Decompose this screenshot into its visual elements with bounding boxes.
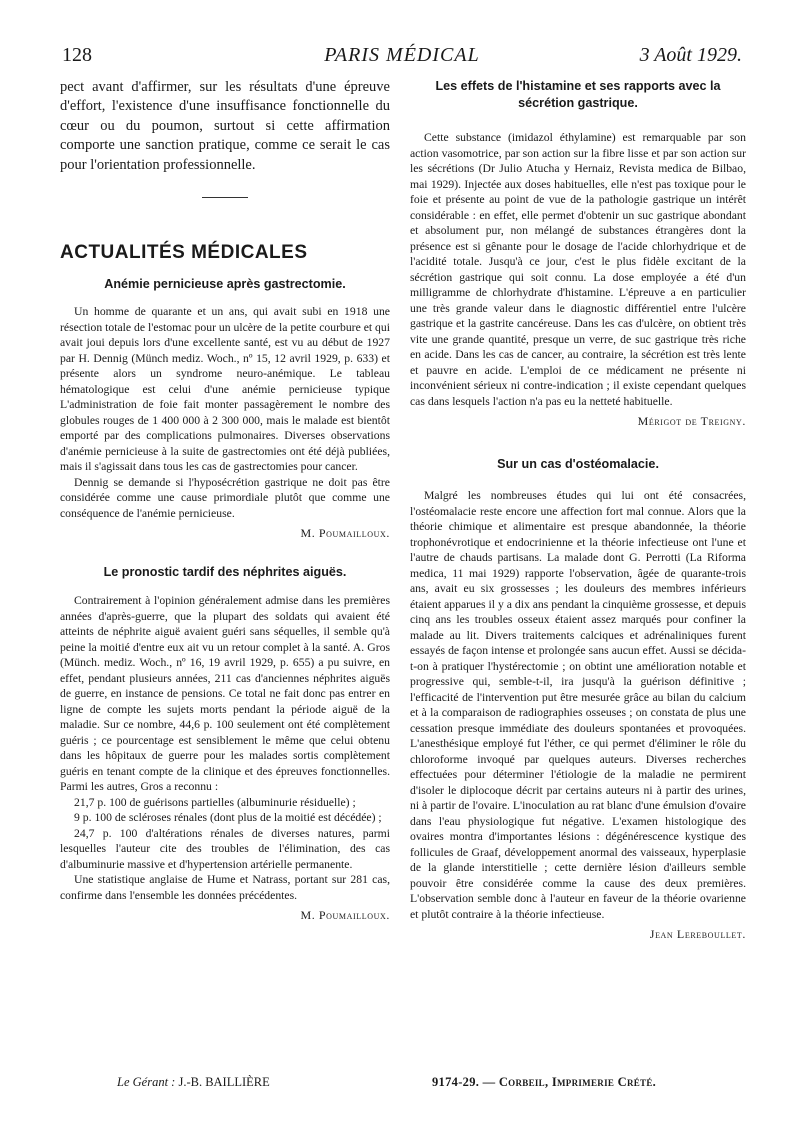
issue-date: 3 Août 1929. — [639, 44, 742, 66]
journal-title: PARIS MÉDICAL — [324, 44, 480, 66]
article-title-osteomalacie: Sur un cas d'ostéomalacie. — [497, 457, 659, 471]
article-title-anemie: Anémie pernicieuse après gastrectomie. — [104, 277, 346, 292]
article-author: Jean Lereboullet. — [649, 927, 746, 941]
article-paragraph: Cette substance (imidazol éthylamine) est remarquable par son action vasomotrice, par son action sur la fibre lisse et par son action sur les sécrétions (Dr Julio Atucha y Hernaiz, Revista medica de Bilbao, mai 1929). Injectée aux doses habituelles, elle n'est pas toxique pour le foie et présente au point de vue de la pathologie gastrique un intérêt considérable : en effet, elle permet d'obtenir un suc gastrique abondant et absolument pur, non mélangé de substances étrangères dont la présence est si gênante pour le dosage de l'acide chlorhydrique et de l'acidité totale. Jusqu'à ce jour, c'est le plus fidèle excitant de la sécrétion gastrique qui soit connu. La dose employée a été d'un milligramme de chlorhydrate d'histamine. L'épreuve a en particulier une très grande valeur dans le diagnostic différentiel entre l'ulcère gastrique et la gastrite cancéreuse. Dans les cas d'ulcère, on obtient très vite une grande quantité, presque un verre, de suc gastrique très riche en acide. Dans les cas de cancer, au contraire, la sécrétion est très lente et pauvre en acide. L'emploi de ce médicament ne présente ni inconvénient sérieux ni contre-indication ; il existe cependant quelques cas dans lesquels l'action n'a pas eu la netteté habituelle. — [410, 131, 746, 408]
page-footer — [0, 1075, 800, 1097]
gerant-name: J.-B. BAILLIÈRE — [178, 1075, 270, 1089]
article-paragraph: Une statistique anglaise de Hume et Natrass, portant sur 281 cas, confirme dans l'ensemble les données précédentes. — [60, 873, 390, 902]
article-paragraph: Malgré les nombreuses études qui lui ont été consacrées, l'ostéomalacie reste encore une affection fort mal connue. Alors que la théorie chimique et alimentaire est presque abandonnée, la théorie trophonévrotique et endocrinienne et la théorie infectieuse ont l'une et l'autre de chauds partisans. La malade dont G. Perrotti (La Riforma medica, 11 mai 1929) rapporte l'observation, âgée de quarante-trois ans, avait eu six grossesses ; les douleurs des membres inférieurs étaient apparues il y a dix ans pendant la cinquième grossesse, et depuis cinq ans les troubles osseux étaient assez marqués pour confiner la malade au lit. Divers traitements calciques et adrénaliniques furent essayés de façon intense et prolongée sans aucun effet. Aussi se décida-t-on à pratiquer l'hystérectomie ; on obtint une amélioration notable et progressive qui, semble-t-il, ira jusqu'à la guérison définitive ; l'efficacité de l'intervention put être mesurée grâce au bilan du calcium et à la comparaison de radiographies osseuses ; on constata de plus une cessation presque immédiate des douleurs spontanées et provoquées. L'anesthésique employé fut l'éther, ce qui permet d'éliminer le rôle du chloroforme invoqué par quelques auteurs. Diverses recherches effectuées pour déterminer l'étiologie de la maladie ne permirent d'isoler le diplocoque décrit par certains auteurs ni à partir des urines, ni à partir de l'ovaire. L'inoculation au rat blanc d'une émulsion d'ovaire dans l'eau physiologique fut négative. L'examen histologique des ovaires montra d'importantes lésions : dégénérescence kystique des follicules de Graaf, développement anormal des vaisseaux, hyperplasie de la glande interstitielle ; cette dernière lésion d'ailleurs semble pouvoir être considérée comme la cause des deux premières. L'observation semble donc à l'auteur en faveur de la théorie ovarienne et plutôt contraire à la théorie infectieuse. — [410, 489, 746, 921]
article-author: M. Poumailloux. — [300, 908, 390, 923]
intro-paragraph: pect avant d'affirmer, sur les résultats d'une épreuve d'effort, l'existence d'une insuffisance fonctionnelle du cœur ou du poumon, surtout si cette affirmation comporte une sanction pratique, comme ce serait le cas pour l'orientation professionnelle. — [60, 79, 390, 173]
article-paragraph: Contrairement à l'opinion généralement admise dans les premières années d'après-guerre, que la plupart des soldats qui avaient été atteints de néphrite aiguë avaient guéri sans séquelles, il semble qu'à peine la moitié d'entre eux ait vu un retour complet à la santé. A. Gros (Münch. mediz. Woch., nº 16, 19 avril 1929, p. 655) a pu suivre, en effet, pendant plusieurs années, 211 cas d'anciennes néphrites aiguës de guerre, en instance de pensions. Ce total ne fait donc pas entrer en ligne de compte les sujets morts pendant la période aiguë de la maladie. Sur ce nombre, 44,6 p. 100 seulement ont été complètement guéris ; ce pourcentage est sensiblement le même que celui obtenu dans les hôpitaux de guerre pour les malades sortis complètement guéris en tenant compte de la clinique et des épreuves fonctionnelles. Parmi les autres, Gros a reconnu : — [60, 594, 390, 794]
page-number: 128 — [62, 44, 92, 66]
section-divider — [202, 197, 248, 198]
page-header — [62, 44, 742, 76]
article-author: M. Poumailloux. — [300, 526, 390, 541]
right-column — [410, 78, 746, 941]
article-paragraph: Un homme de quarante et un ans, qui avait subi en 1918 une résection totale de l'estomac pour un ulcère de la petite courbure et qui avait joui depuis lors d'une excellente santé, est vu au début de 1927 par H. Dennig (Münch mediz. Woch., nº 15, 12 avril 1929, p. 633) et présente alors un syndrome neuro-anémique. Le tableau hématologique est celui d'une anémie pernicieuse typique L'administration de foie fait monter passagèrement le nombre des globules rouges de 1 400 000 à 2 300 000, mais le malade est bientôt emporté par des complications pulmonaires. Diverses observations d'anémie pernicieuse à la suite de gastrectomies ont été déjà publiées, mais il s'agissait dans tous les cas de gastrectomies pour cancer. — [60, 305, 390, 474]
article-author: Mérigot de Treigny. — [637, 414, 746, 428]
gerant-label: Le Gérant : — [117, 1075, 176, 1089]
printer-line: 9174-29. — Corbeil, Imprimerie Crété. — [432, 1075, 657, 1089]
article-title-nephrites: Le pronostic tardif des néphrites aiguës. — [103, 565, 347, 580]
left-column — [60, 78, 390, 922]
gerant-line — [117, 1075, 270, 1090]
article-paragraph: Dennig se demande si l'hyposécrétion gastrique ne doit pas être considérée comme une cause primordiale plutôt que comme une conséquence de l'anémie pernicieuse. — [60, 475, 390, 520]
section-title: ACTUALITÉS MÉDICALES — [60, 242, 308, 264]
list-item: 24,7 p. 100 d'altérations rénales de diverses natures, parmi lesquelles l'auteur cite des troubles de l'élimination, des cas d'albuminurie massive et d'hypertension artérielle permanente. — [60, 826, 390, 871]
list-item: 9 p. 100 de scléroses rénales (dont plus de la moitié est décédée) ; — [74, 811, 382, 825]
list-item: 21,7 p. 100 de guérisons partielles (albuminurie résiduelle) ; — [74, 795, 356, 809]
article-title-histamine: Les effets de l'histamine et ses rapports avec la sécrétion gastrique. — [435, 79, 721, 110]
